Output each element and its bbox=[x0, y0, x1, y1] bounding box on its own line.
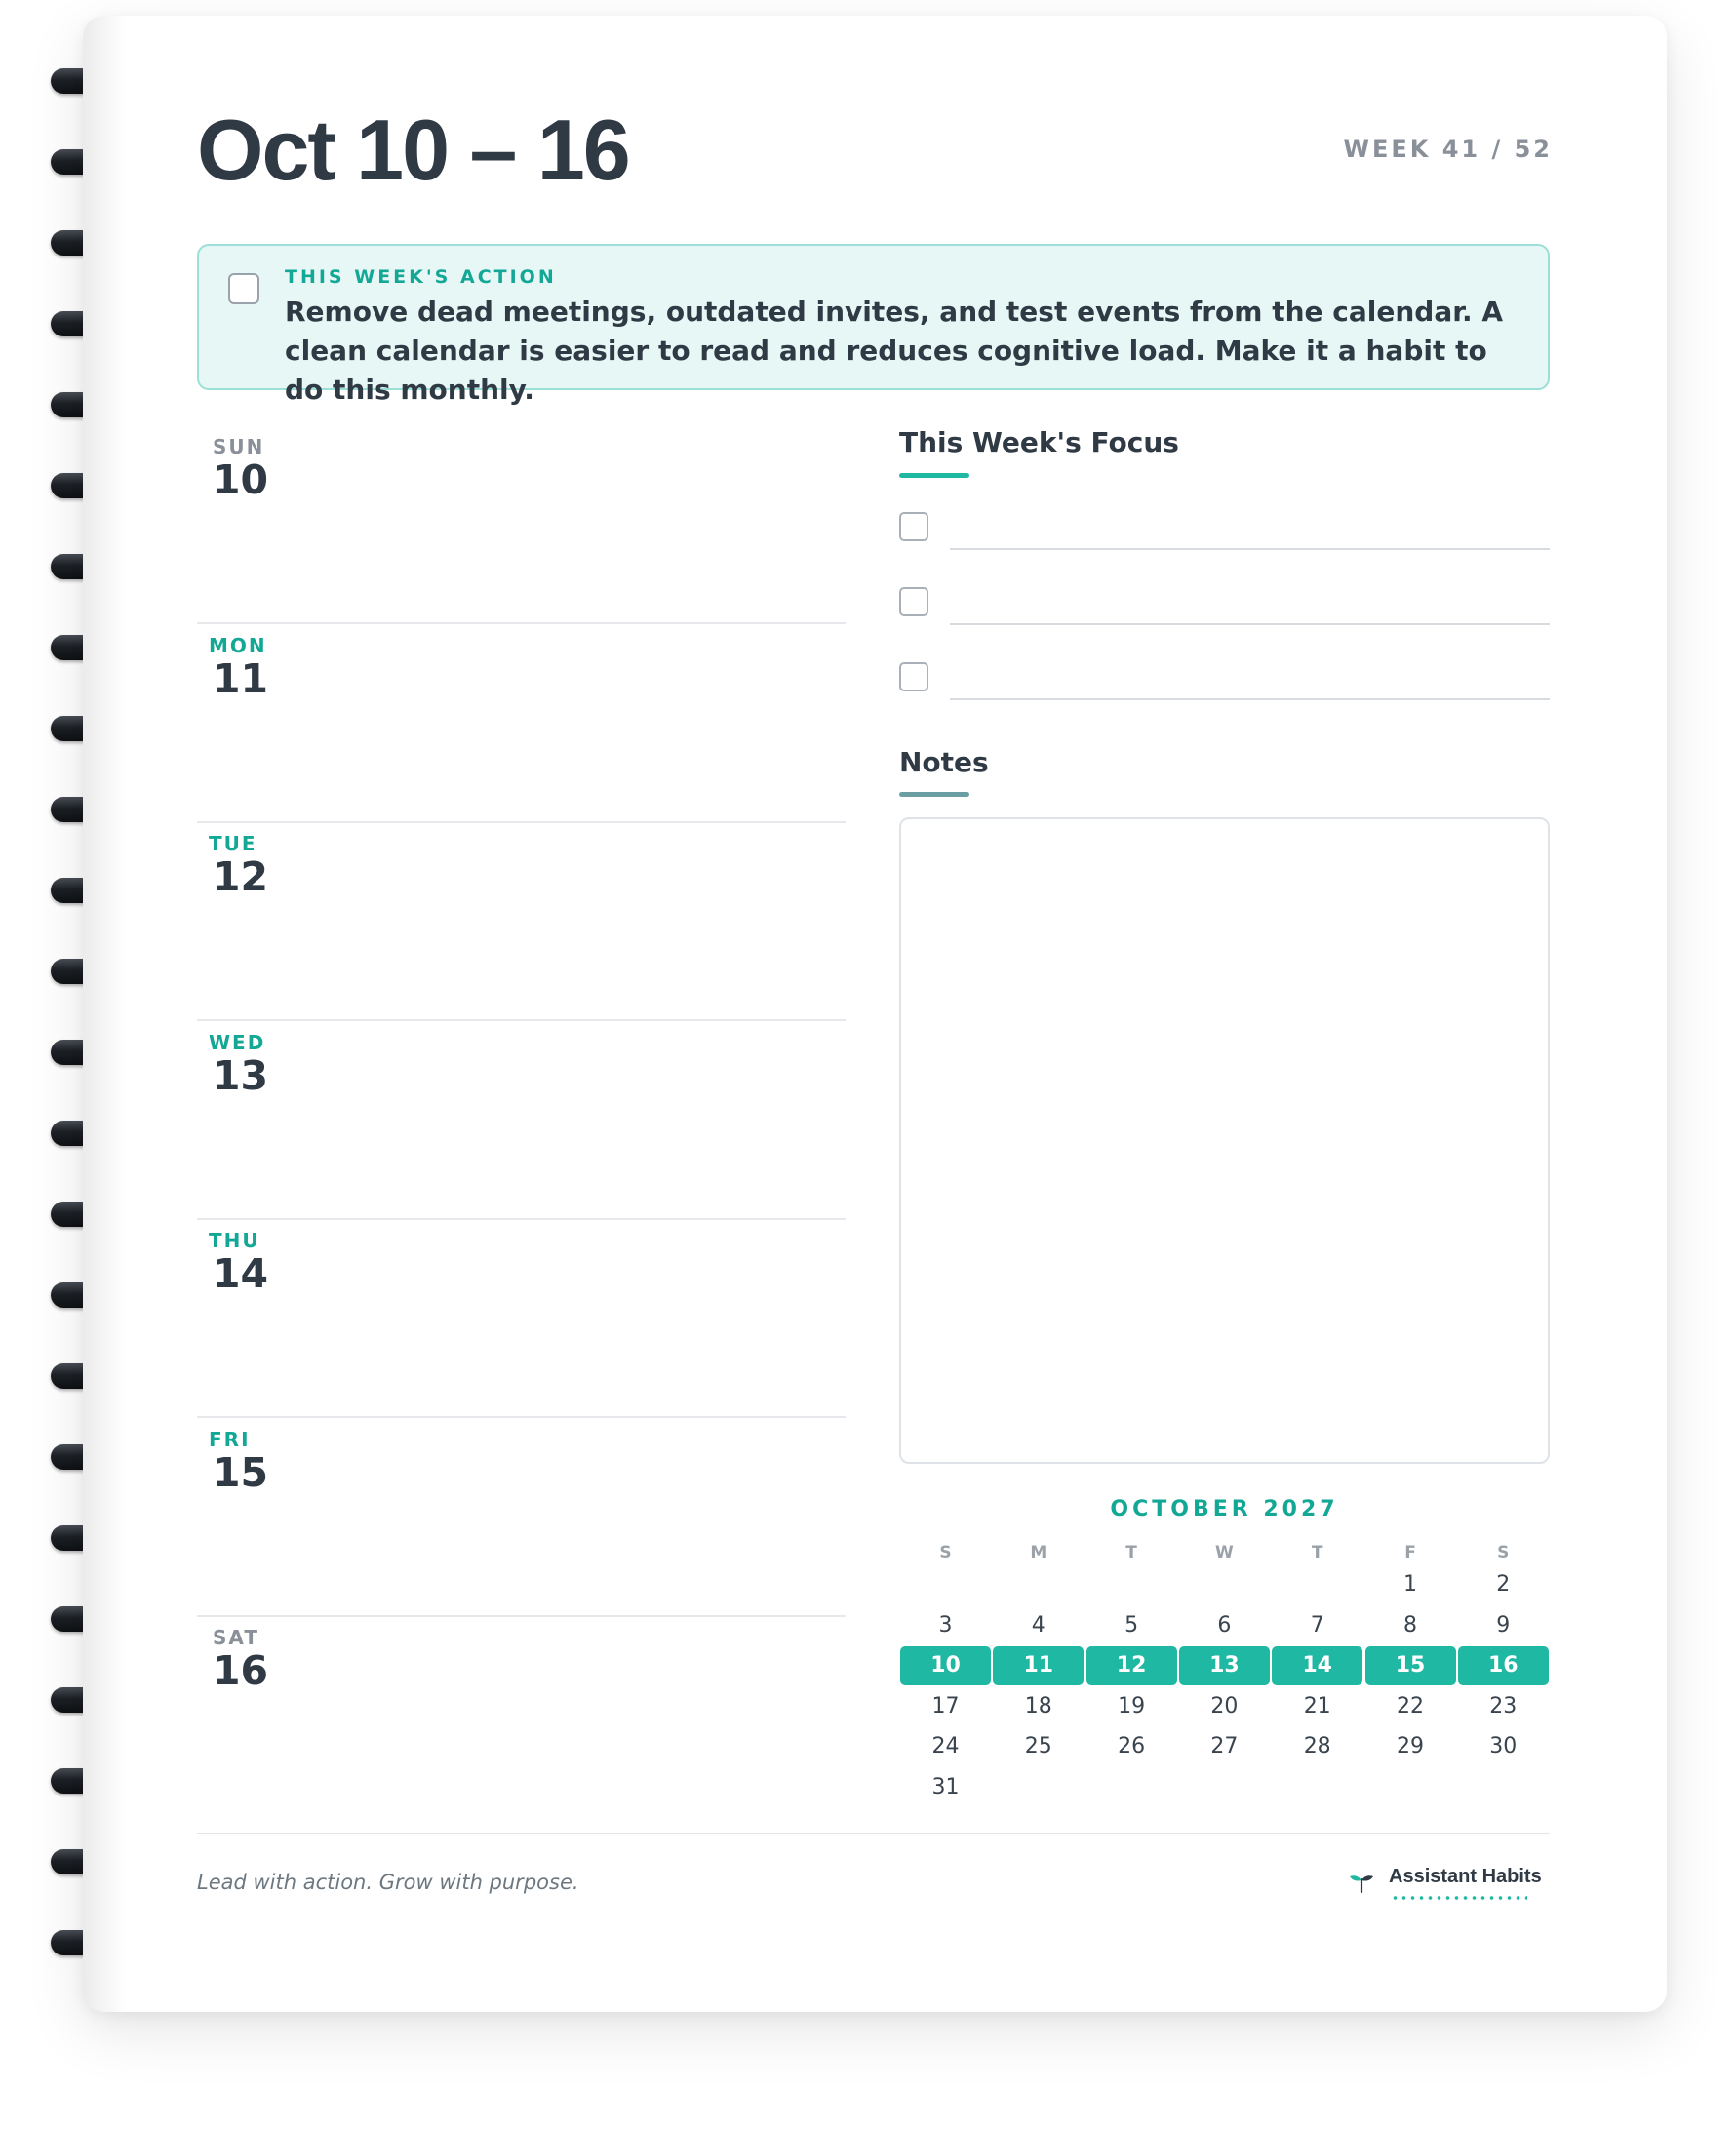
calendar-week-row bbox=[899, 1687, 1550, 1726]
calendar-day[interactable]: 7 bbox=[1310, 1612, 1324, 1637]
calendar-day bbox=[1179, 1768, 1270, 1807]
day-divider bbox=[197, 1019, 846, 1021]
day-divider bbox=[197, 1416, 846, 1418]
calendar-day bbox=[1272, 1768, 1362, 1807]
day-number: 15 bbox=[213, 1449, 269, 1496]
calendar-day bbox=[1086, 1565, 1177, 1604]
calendar-week-row bbox=[899, 1768, 1550, 1807]
calendar-day[interactable]: 19 bbox=[1118, 1693, 1146, 1718]
calendar-weekday: W bbox=[1215, 1543, 1234, 1562]
calendar-weekday: S bbox=[1497, 1543, 1510, 1562]
day-divider bbox=[197, 622, 846, 624]
calendar-day[interactable]: 3 bbox=[938, 1612, 953, 1637]
brand-name: Assistant Habits bbox=[1389, 1866, 1542, 1887]
calendar-day[interactable]: 15 bbox=[1365, 1646, 1456, 1685]
calendar-week-row bbox=[899, 1646, 1550, 1685]
calendar-day[interactable]: 13 bbox=[1179, 1646, 1270, 1685]
day-fri[interactable] bbox=[197, 1428, 846, 1623]
calendar-day[interactable]: 31 bbox=[931, 1774, 960, 1799]
day-number: 13 bbox=[213, 1052, 269, 1099]
day-sun[interactable] bbox=[197, 435, 846, 630]
day-number: 14 bbox=[213, 1250, 269, 1297]
calendar-day[interactable]: 30 bbox=[1489, 1734, 1518, 1758]
calendar-day[interactable]: 17 bbox=[931, 1693, 960, 1718]
mini-calendar-title: OCTOBER 2027 bbox=[1110, 1497, 1339, 1521]
focus-checkbox[interactable] bbox=[899, 512, 928, 541]
calendar-day[interactable]: 1 bbox=[1403, 1572, 1417, 1597]
brand-dots bbox=[1391, 1895, 1527, 1901]
calendar-day bbox=[993, 1565, 1084, 1604]
day-name: THU bbox=[209, 1229, 260, 1252]
calendar-weekday: T bbox=[1125, 1543, 1137, 1562]
calendar-day[interactable]: 12 bbox=[1086, 1646, 1177, 1685]
focus-entry-line[interactable] bbox=[950, 623, 1550, 625]
calendar-weekday: M bbox=[1030, 1543, 1047, 1562]
day-number: 16 bbox=[213, 1647, 269, 1694]
calendar-day bbox=[993, 1768, 1084, 1807]
day-divider bbox=[197, 821, 846, 823]
page-title: Oct 10 – 16 bbox=[197, 101, 629, 198]
action-checkbox[interactable] bbox=[228, 273, 259, 304]
calendar-day[interactable]: 28 bbox=[1303, 1734, 1331, 1758]
calendar-day[interactable]: 25 bbox=[1024, 1734, 1052, 1758]
calendar-week-row bbox=[899, 1565, 1550, 1604]
day-name: TUE bbox=[209, 832, 257, 855]
calendar-day[interactable]: 21 bbox=[1303, 1693, 1331, 1718]
notes-underline bbox=[899, 792, 969, 797]
calendar-weekday: T bbox=[1311, 1543, 1323, 1562]
day-mon[interactable] bbox=[197, 634, 846, 829]
footer-divider bbox=[197, 1833, 1550, 1834]
focus-entry-line[interactable] bbox=[950, 548, 1550, 550]
week-indicator: WEEK 41 / 52 bbox=[1343, 136, 1553, 163]
day-wed[interactable] bbox=[197, 1031, 846, 1226]
day-number: 10 bbox=[213, 456, 269, 503]
calendar-day[interactable]: 6 bbox=[1217, 1612, 1232, 1637]
calendar-week-row bbox=[899, 1727, 1550, 1766]
calendar-day bbox=[1179, 1565, 1270, 1604]
day-divider bbox=[197, 1218, 846, 1220]
notes-title: Notes bbox=[899, 746, 989, 778]
notes-area[interactable] bbox=[899, 817, 1550, 1464]
calendar-day bbox=[1365, 1768, 1456, 1807]
calendar-day bbox=[1272, 1565, 1362, 1604]
calendar-day[interactable]: 29 bbox=[1397, 1734, 1424, 1758]
day-number: 11 bbox=[213, 655, 269, 702]
action-text: Remove dead meetings, outdated invites, and test events from the calendar. A clean calendar is easier to read and reduces cognitive load. Make it a habit to do this monthly. bbox=[285, 296, 1504, 406]
calendar-day[interactable]: 5 bbox=[1124, 1612, 1139, 1637]
focus-title: This Week's Focus bbox=[899, 426, 1179, 458]
day-tue[interactable] bbox=[197, 832, 846, 1027]
calendar-weekday: F bbox=[1404, 1543, 1416, 1562]
day-name: FRI bbox=[209, 1428, 251, 1451]
action-label: THIS WEEK'S ACTION bbox=[285, 266, 557, 288]
calendar-week-row bbox=[899, 1606, 1550, 1645]
day-name: WED bbox=[209, 1031, 266, 1054]
calendar-day[interactable]: 10 bbox=[900, 1646, 991, 1685]
calendar-day[interactable]: 23 bbox=[1489, 1693, 1518, 1718]
calendar-day[interactable]: 26 bbox=[1118, 1734, 1146, 1758]
day-name: SAT bbox=[213, 1626, 259, 1649]
calendar-day[interactable]: 11 bbox=[993, 1646, 1084, 1685]
sprout-icon bbox=[1348, 1867, 1375, 1894]
calendar-weekday: S bbox=[939, 1543, 952, 1562]
day-number: 12 bbox=[213, 853, 269, 900]
calendar-day bbox=[1458, 1768, 1549, 1807]
calendar-day[interactable]: 2 bbox=[1496, 1572, 1511, 1597]
calendar-day[interactable]: 9 bbox=[1496, 1612, 1511, 1637]
focus-checkbox[interactable] bbox=[899, 662, 928, 691]
calendar-day[interactable]: 14 bbox=[1272, 1646, 1362, 1685]
focus-entry-line[interactable] bbox=[950, 698, 1550, 700]
focus-checkbox[interactable] bbox=[899, 587, 928, 616]
day-name: SUN bbox=[213, 435, 265, 458]
weekly-action-card bbox=[197, 244, 1550, 406]
calendar-day[interactable]: 27 bbox=[1210, 1734, 1239, 1758]
day-thu[interactable] bbox=[197, 1229, 846, 1424]
day-sat[interactable] bbox=[197, 1626, 846, 1821]
calendar-day bbox=[900, 1565, 991, 1604]
brand-logo bbox=[1348, 1859, 1562, 1908]
calendar-day bbox=[1086, 1768, 1177, 1807]
calendar-day[interactable]: 4 bbox=[1031, 1612, 1046, 1637]
calendar-day[interactable]: 22 bbox=[1397, 1693, 1424, 1718]
focus-underline bbox=[899, 473, 969, 478]
calendar-day[interactable]: 16 bbox=[1458, 1646, 1549, 1685]
day-name: MON bbox=[209, 634, 267, 657]
calendar-day[interactable]: 18 bbox=[1024, 1693, 1052, 1718]
calendar-day[interactable]: 24 bbox=[931, 1734, 960, 1758]
day-divider bbox=[197, 1615, 846, 1617]
footer-tagline: Lead with action. Grow with purpose. bbox=[197, 1871, 579, 1894]
calendar-day[interactable]: 20 bbox=[1210, 1693, 1239, 1718]
calendar-day[interactable]: 8 bbox=[1403, 1612, 1417, 1637]
